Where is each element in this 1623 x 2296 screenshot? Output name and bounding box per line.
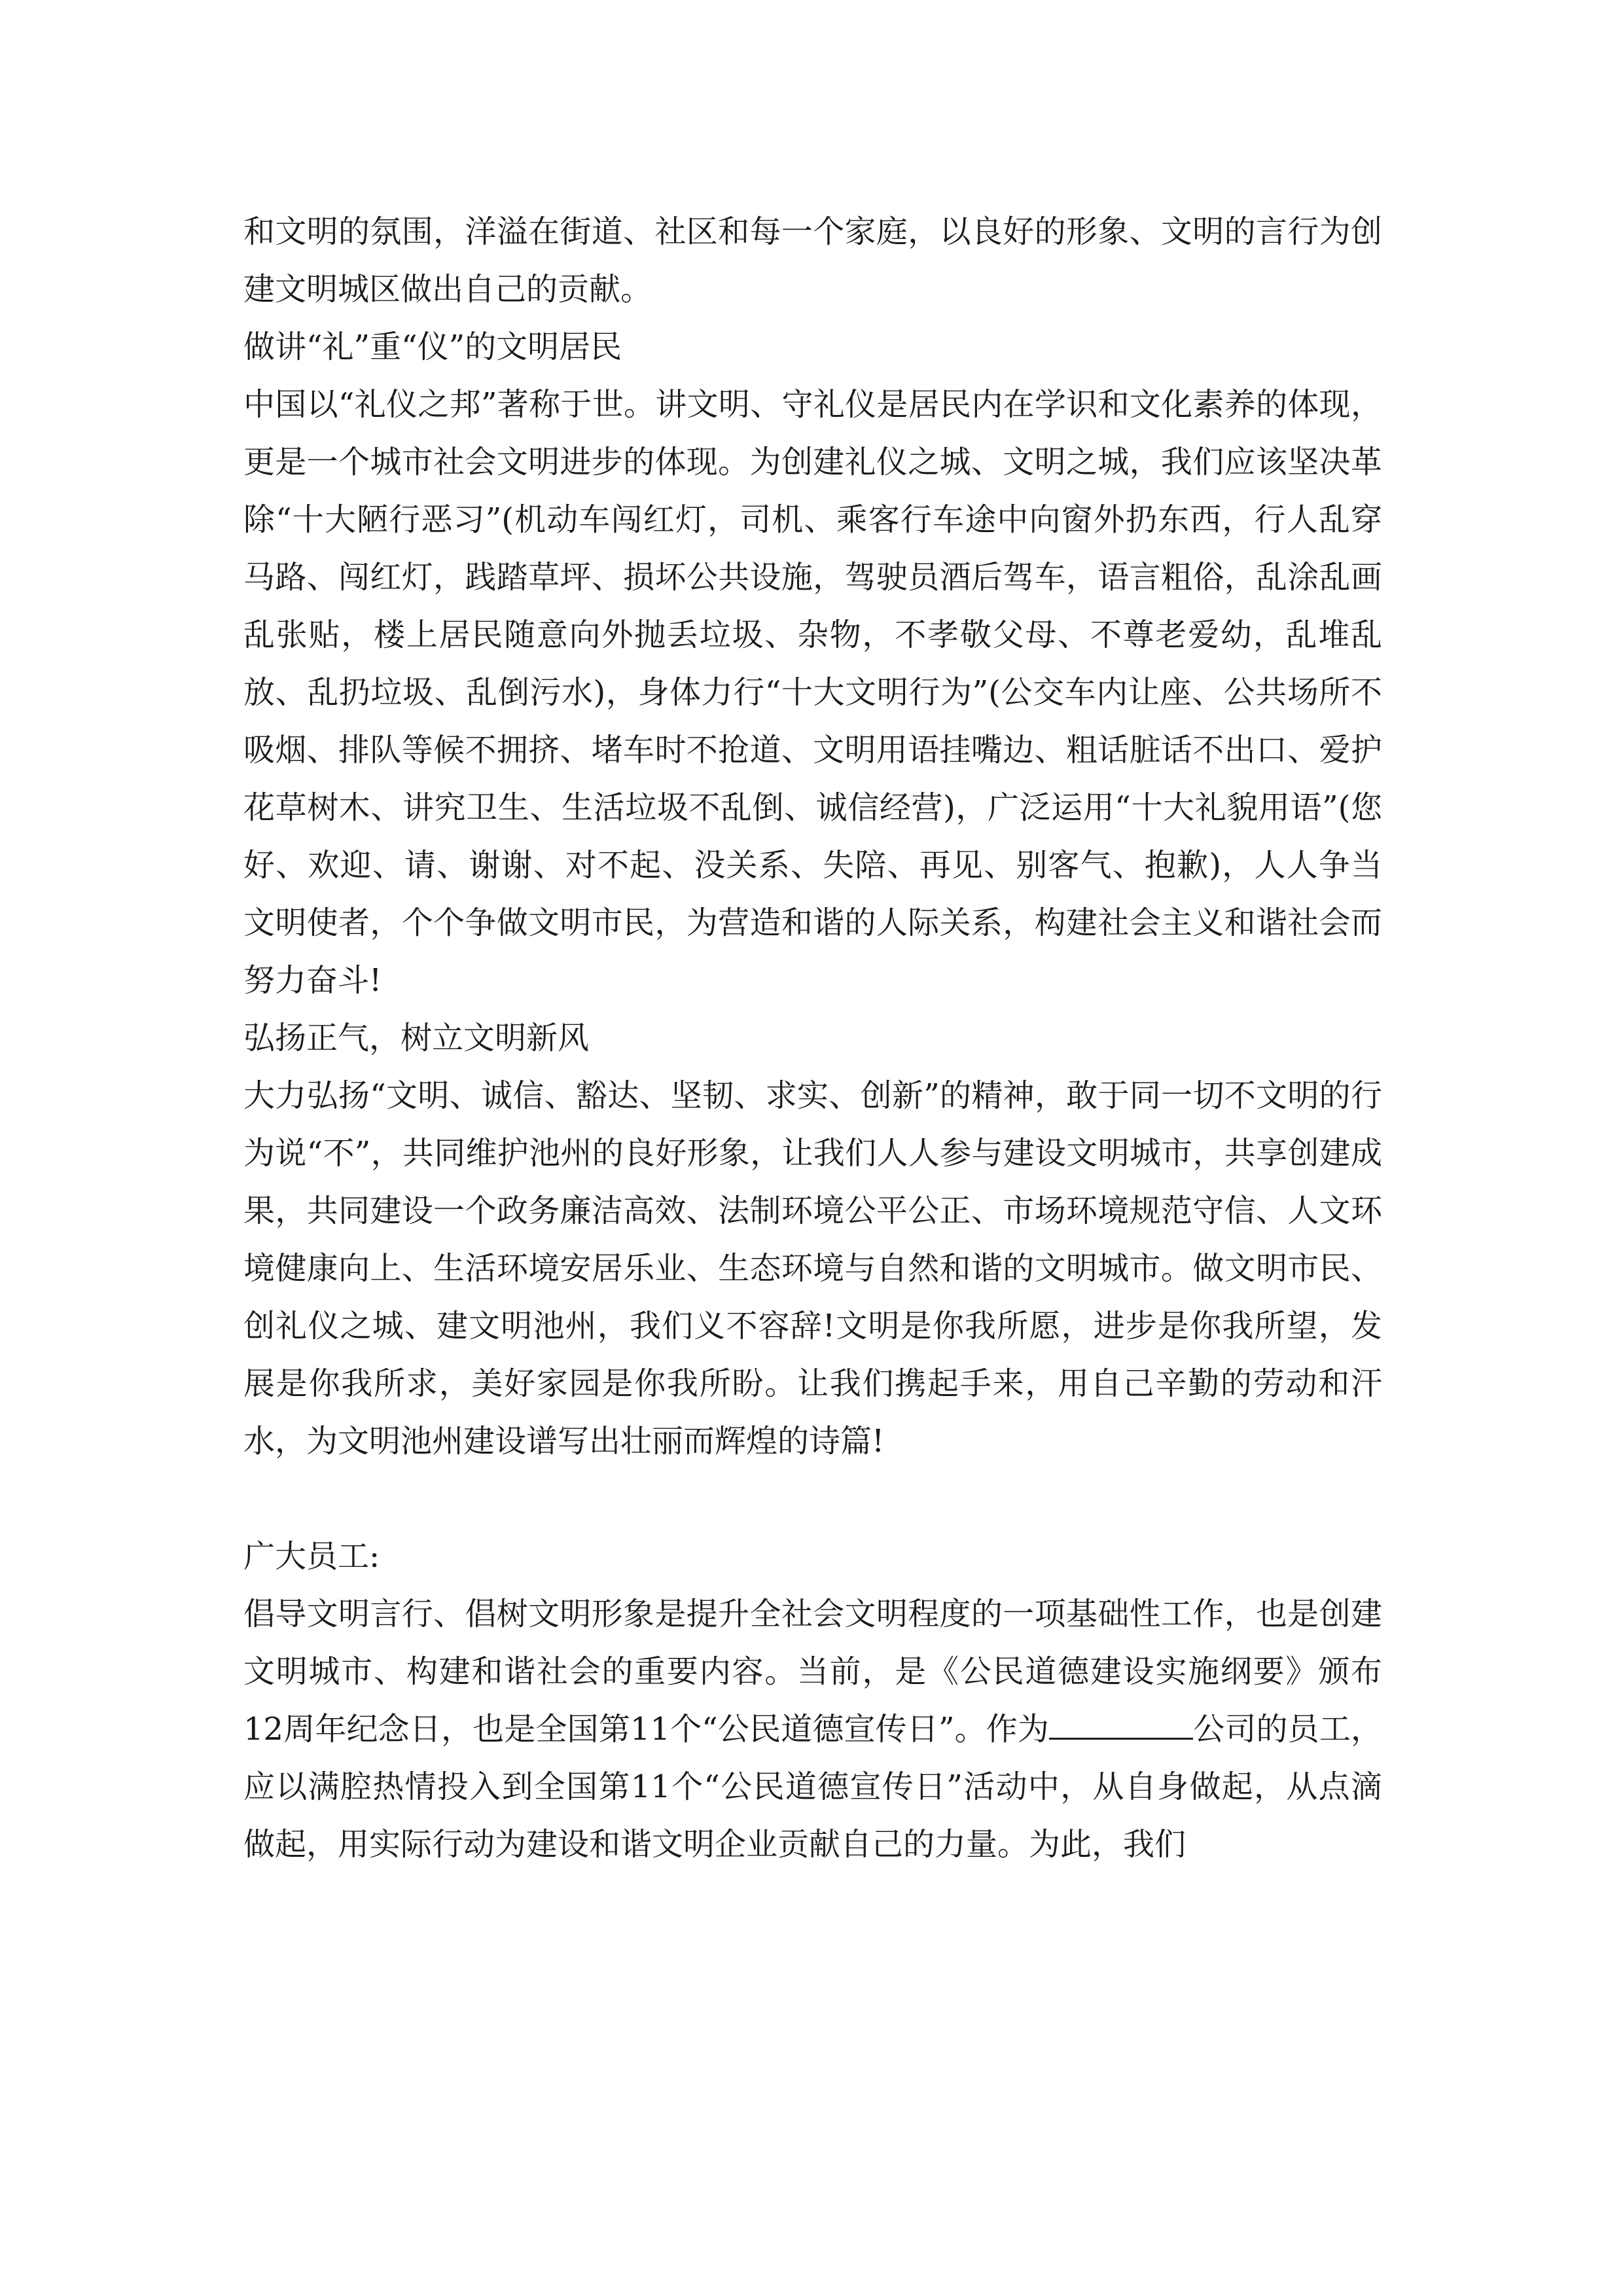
paragraph-intro: 和文明的氛围，洋溢在街道、社区和每一个家庭，以良好的形象、文明的言行为创建文明城区做出自己的贡献。 bbox=[243, 213, 1382, 308]
heading-li-yi: 做讲“礼”重“仪”的文明居民 bbox=[243, 329, 622, 365]
heading-zheng-qi: 弘扬正气，树立文明新风 bbox=[243, 1020, 590, 1056]
document-body bbox=[243, 203, 1382, 1873]
section-gap bbox=[243, 1470, 1382, 1528]
paragraph-employees bbox=[243, 1585, 1382, 1873]
paragraph-employees-part1: 倡导文明言行、倡树文明形象是提升全社会文明程度的一项基础性工作，也是创建文明城市、构建和谐社会的重要内容。当前，是《公民道德建设实施纲要》颁布12周年纪念日，也是全国第11个“公民道德宣传日”。作为 bbox=[243, 1596, 1382, 1748]
paragraph-employees-part2: 公司的员工，应以满腔热情投入到全国第11个“公民道德宣传日”活动中，从自身做起，从点滴做起，用实际行动为建设和谐文明企业贡献自己的力量。为此，我们 bbox=[243, 1711, 1382, 1863]
salutation: 广大员工: bbox=[243, 1538, 380, 1575]
company-name-blank bbox=[1049, 1712, 1193, 1740]
paragraph-zheng-qi: 大力弘扬“文明、诚信、豁达、坚韧、求实、创新”的精神，敢于同一切不文明的行为说“不”，共同维护池州的良好形象，让我们人人参与建设文明城市，共享创建成果，共同建设一个政务廉洁高效、法制环境公平公正、市场环境规范守信、人文环境健康向上、生活环境安居乐业、生态环境与自然和谐的文明城市。做文明市民、创礼仪之城、建文明池州，我们义不容辞!文明是你我所愿，进步是你我所望，发展是你我所求，美好家园是你我所盼。让我们携起手来，用自己辛勤的劳动和汗水，为文明池州建设谱写出壮丽而辉煌的诗篇! bbox=[243, 1077, 1382, 1460]
paragraph-li-yi: 中国以“礼仪之邦”著称于世。讲文明、守礼仪是居民内在学识和文化素养的体现，更是一个城市社会文明进步的体现。为创建礼仪之城、文明之城，我们应该坚决革除“十大陋行恶习”(机动车闯红灯，司机、乘客行车途中向窗外扔东西，行人乱穿马路、闯红灯，践踏草坪、损坏公共设施，驾驶员酒后驾车，语言粗俗，乱涂乱画乱张贴，楼上居民随意向外抛丢垃圾、杂物，不孝敬父母、不尊老爱幼，乱堆乱放、乱扔垃圾、乱倒污水)，身体力行“十大文明行为”(公交车内让座、公共场所不吸烟、排队等候不拥挤、堵车时不抢道、文明用语挂嘴边、粗话脏话不出口、爱护花草树木、讲究卫生、生活垃圾不乱倒、诚信经营)，广泛运用“十大礼貌用语”(您好、欢迎、请、谢谢、对不起、没关系、失陪、再见、别客气、抱歉)，人人争当文明使者，个个争做文明市民，为营造和谐的人际关系，构建社会主义和谐社会而努力奋斗! bbox=[243, 386, 1382, 999]
